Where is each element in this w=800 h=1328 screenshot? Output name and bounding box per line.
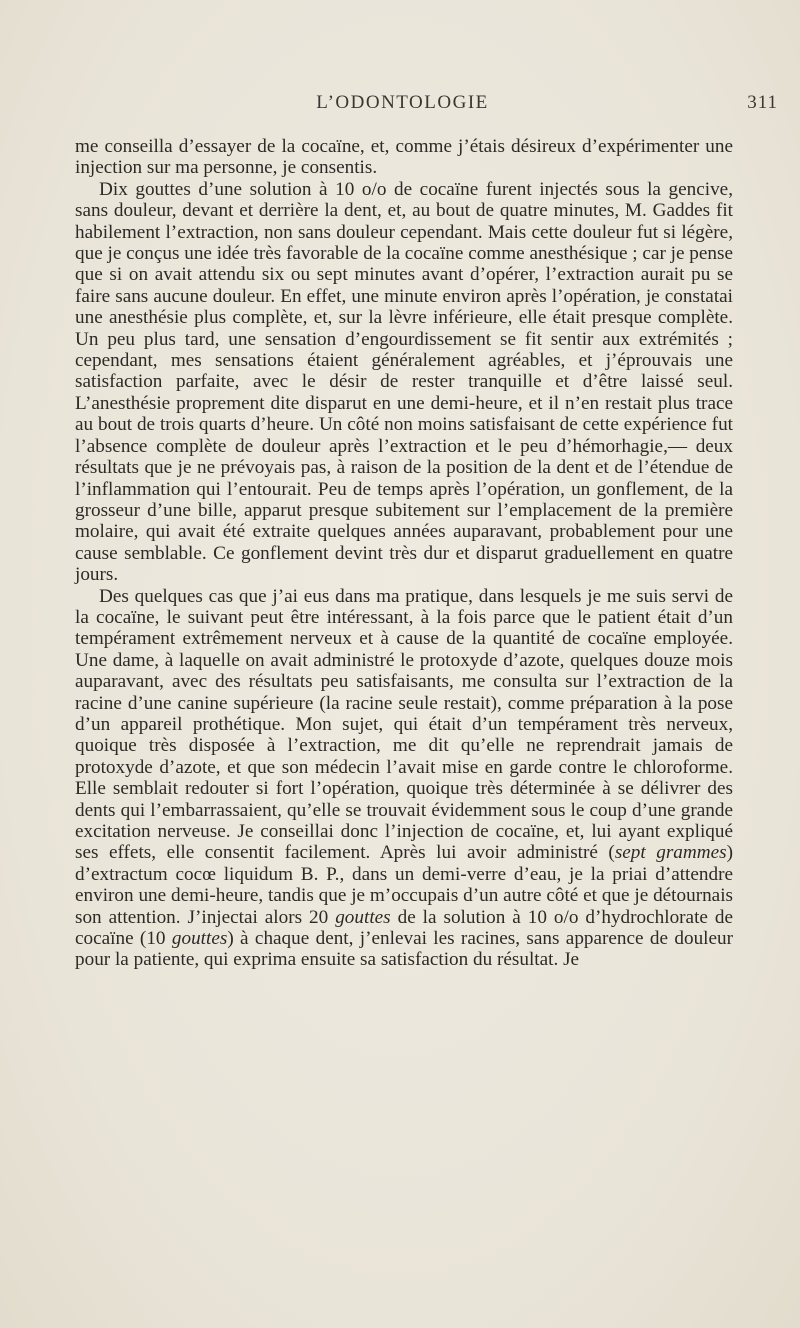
running-title: L’ODONTOLOGIE	[316, 92, 489, 113]
italic-text-run: gouttes	[335, 906, 391, 928]
paragraph-clinical-case	[75, 586, 733, 971]
paragraph-cocaine-experiment	[75, 179, 733, 586]
text-run: ) d’extractum cocœ liquidum B. P., dans un demi-verre d’eau, je la priai d’attendre environ une demi-heure, tandis que je m’occupais d’un autre côté et que je détournais son attention. J’injectai alors 20	[75, 842, 733, 928]
paragraph-continuation	[75, 136, 733, 179]
page-number: 311	[747, 92, 778, 113]
text-run: ) à chaque dent, j’enlevai les racines, sans apparence de douleur pour la patiente, qui exprima ensuite sa satisfaction du résultat. Je	[75, 928, 733, 971]
text-run: de la solution à 10 o/o d’hydrochlorate de cocaïne (10	[75, 906, 733, 950]
page-header	[75, 92, 778, 118]
body-text	[75, 136, 733, 971]
italic-text-run: gouttes	[171, 928, 228, 950]
text-run: Dix gouttes d’une solution à 10 o/o de cocaïne furent injectés sous la gencive, sans douleur, devant et derrière la dent, et, au bout de quatre minutes, M. Gaddes fit habilement l’extraction, non sans douleur cependant. Mais cette douleur fut si légère, que je conçus une idée très favorable de la cocaïne comme anesthésique ; car je pense que si on avait attendu six ou sept minutes avant d’opérer, l’extraction aurait pu se faire sans aucune douleur. En effet, une minute environ après l’opération, je constatai une anesthésie plus complète, et, sur la lèvre inférieure, elle était presque complète. Un peu plus tard, une sensation d’engourdissement se fit sentir aux extrémités ; cependant, mes sensations étaient généralement agréables, et j’éprouvais une satisfaction parfaite, avec le désir de rester tranquille et d’être laissé seul. L’anesthésie proprement dite disparut en une demi-heure, et il n’en restait plus trace au bout de trois quarts d’heure. Un côté non moins satisfaisant de cette expérience fut l’absence complète de douleur après l’extraction et le peu d’hémorhagie,— deux résultats que je ne prévoyais pas, à raison de la position de la dent et de l’étendue de l’inflammation qui l’entourait. Peu de temps après l’opération, un gonflement, de la grosseur d’une bille, apparut presque subitement sur l’emplacement de la première molaire, qui avait été extraite quelques années auparavant, probablement pour une cause semblable. Ce gonflement devint très dur et disparut graduellement en quatre jours.	[75, 178, 733, 586]
italic-text-run: sept grammes	[614, 842, 727, 864]
text-run: Des quelques cas que j’ai eus dans ma pratique, dans lesquels je me suis servi de la cocaïne, le suivant peut être intéressant, à la fois parce que le patient était d’un tempérament extrêmement nerveux et à cause de la quantité de cocaïne employée. Une dame, à laquelle on avait administré le protoxyde d’azote, quelques douze mois auparavant, avec des résultats peu satisfaisants, me consulta sur l’extraction de la racine d’une canine supérieure (la racine seule restait), comme préparation à la pose d’un appareil prothétique. Mon sujet, qui était d’un tempérament très nerveux, quoique très disposée à l’extraction, me dit qu’elle ne reprendrait jamais de protoxyde d’azote, et que son médecin l’avait mise en garde contre le chloroforme. Elle semblait redouter si fort l’opération, quoique très déterminée à se délivrer des dents qui l’embarrassaient, qu’elle se trouvait évidemment sous le coup d’une grande excitation nerveuse. Je conseillai donc l’injection de cocaïne, et, lui ayant expliqué ses effets, elle consentit facilement. Après lui avoir administré (	[75, 585, 733, 864]
text-run: me conseilla d’essayer de la cocaïne, et, comme j’étais désireux d’expérimenter une injection sur ma personne, je consentis.	[75, 136, 733, 179]
